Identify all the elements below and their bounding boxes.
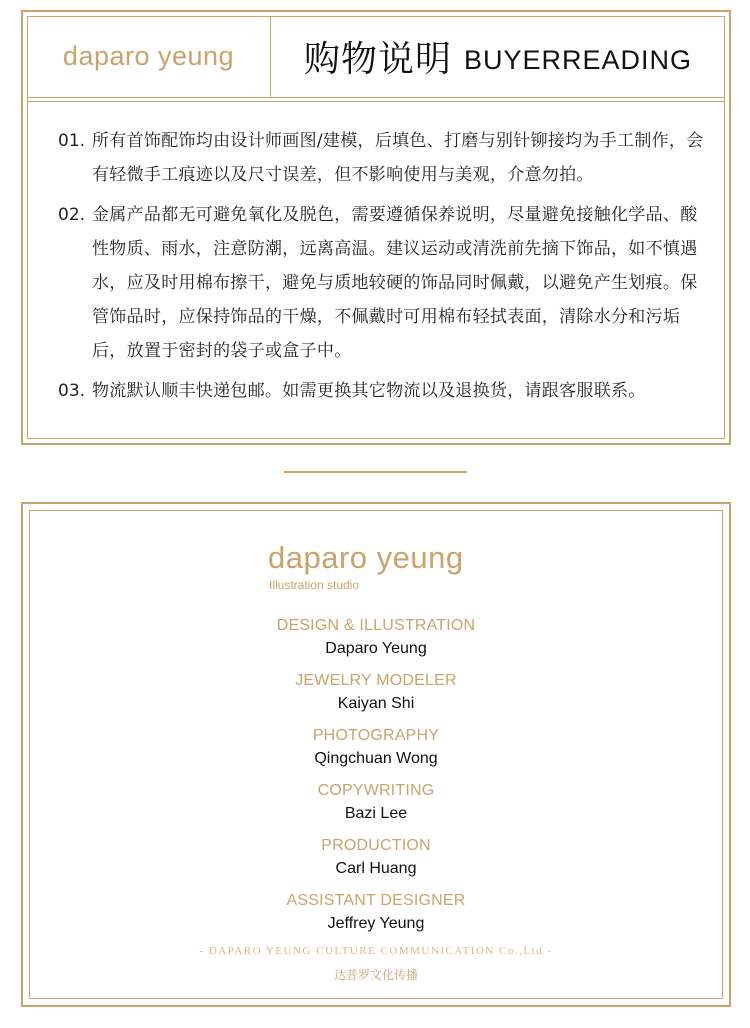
credit-role: ASSISTANT DESIGNER	[286, 892, 466, 909]
note-item	[58, 374, 708, 408]
credit-item	[29, 614, 723, 660]
page-title	[271, 16, 725, 97]
credit-role: JEWELRY MODELER	[295, 672, 457, 689]
credit-name: Carl Huang	[335, 860, 417, 877]
credit-item	[29, 779, 723, 825]
header-divider-horizontal	[27, 97, 725, 98]
credit-item	[29, 669, 723, 715]
header-divider-horizontal-2	[27, 101, 725, 102]
credit-role: PRODUCTION	[321, 837, 431, 854]
header-brand: daparo yeung	[62, 41, 235, 71]
note-text: 物流默认顺丰快递包邮。如需更换其它物流以及退换货，请跟客服联系。	[92, 381, 646, 401]
credit-role: COPYWRITING	[317, 782, 435, 799]
page-title-cn: 购物说明	[303, 39, 452, 80]
company-name-en: - DAPARO YEUNG CULTURE COMMUNICATION Co.,Ltd -	[199, 945, 553, 957]
credit-name: Kaiyan Shi	[337, 695, 415, 712]
credit-item	[29, 889, 723, 935]
note-number: 02.	[58, 205, 86, 225]
credits-list	[29, 614, 723, 944]
note-item	[58, 198, 708, 368]
page-title-en: BUYERREADING	[463, 45, 693, 75]
credit-name: Jeffrey Yeung	[327, 915, 425, 932]
credit-item	[29, 834, 723, 880]
note-number: 03.	[58, 381, 86, 401]
note-text: 金属产品都无可避免氧化及脱色，需要遵循保养说明，尽量避免接触化学品、酸性物质、雨水，注意防潮，远离高温。建议运动或清洗前先摘下饰品，如不慎遇水，应及时用棉布擦干，避免与质地较硬的饰品同时佩戴，以避免产生划痕。保管饰品时，应保持饰品的干燥，不佩戴时可用棉布轻拭表面，清除水分和污垢后，放置于密封的袋子或盒子中。	[92, 205, 698, 361]
studio-brand-name: daparo yeung	[268, 540, 464, 575]
credit-name: Daparo Yeung	[325, 640, 427, 657]
note-number: 01.	[58, 131, 86, 151]
credit-name: Bazi Lee	[344, 805, 408, 822]
note-item	[58, 124, 708, 192]
credit-role: DESIGN & ILLUSTRATION	[276, 617, 476, 634]
notes-list	[58, 124, 708, 414]
credit-role: PHOTOGRAPHY	[312, 727, 440, 744]
credit-item	[29, 724, 723, 770]
credit-name: Qingchuan Wong	[314, 750, 438, 767]
company-name-cn: 达普罗文化传播	[333, 968, 418, 982]
studio-brand-subtitle: Illustration studio	[269, 578, 360, 592]
note-text: 所有首饰配饰均由设计师画图/建模，后填色、打磨与别针铆接均为手工制作，会有轻微手工痕迹以及尺寸误差，但不影响使用与美观，介意勿拍。	[92, 131, 704, 185]
studio-brand	[268, 538, 528, 592]
section-separator	[284, 471, 467, 473]
